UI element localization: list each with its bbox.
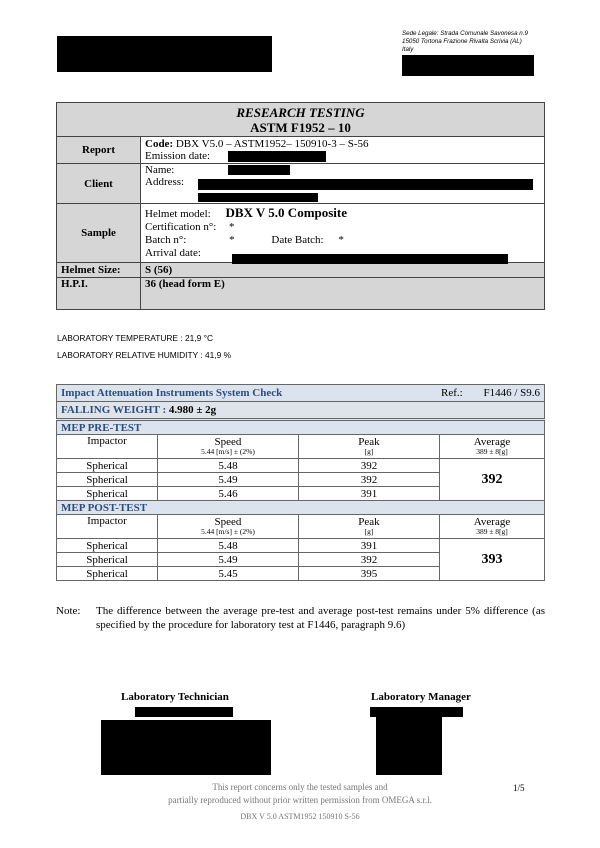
lab-temperature: LABORATORY TEMPERATURE : 21,9 °C [57,333,214,343]
col-speed-cell [158,435,299,459]
lab-humidity: LABORATORY RELATIVE HUMIDITY : 41,9 % [57,350,232,360]
page-number: 1/5 [513,783,525,793]
certification-label: Certification n°: [145,221,217,233]
batch-value: * [229,234,235,246]
col-average-sub: 389 ± 8[g] [476,447,508,456]
report-standard: ASTM F1952 – 10 [250,119,351,135]
helmet-model-label: Helmet model: [145,208,211,220]
report-info-table [56,102,545,310]
peak-cell: 392 [299,459,440,473]
impactor-cell: Spherical [57,539,158,553]
col-peak-cell [299,435,440,459]
post-test-average: 393 [440,539,545,581]
col-speed-sub: 5.44 [m/s] ± (2%) [201,527,255,536]
table-row [57,459,545,473]
col-peak: Peak [358,436,380,448]
address-line-1: Sede Legale: Strada Comunale Savonesa n.9 [402,30,528,37]
redacted-manager-signature [376,715,442,775]
col-peak-sub: [g] [364,447,374,456]
note-block [56,604,545,632]
redacted-emission-date [228,151,326,162]
table-row [57,539,545,553]
code-value: DBX V5.0 – ASTM1952– 150910-3 – S-56 [175,138,369,150]
speed-cell: 5.45 [158,567,299,581]
footer-line-2: partially reproduced without prior written permission from OMEGA s.r.l. [168,795,432,805]
impactor-cell: Spherical [57,459,158,473]
address-line-3: Italy [402,46,414,53]
impact-title-row [57,385,545,402]
client-label: Client [57,164,141,204]
falling-weight-value: 4.980 ± 2g [168,404,217,416]
falling-weight-row [57,402,545,420]
code-label: Code: [145,138,174,150]
helmet-size-label: Helmet Size: [57,263,141,278]
redacted-client-address [198,179,533,190]
company-address [402,30,582,54]
arrival-label: Arrival date: [145,247,201,259]
technician-label: Laboratory Technician [121,691,229,703]
footer-line-1: This report concerns only the tested samples and [212,782,388,792]
report-title: RESEARCH TESTING [236,104,365,120]
address-line-2: 15050 Tortona Frazione Rivalta Scrivia (AL) [402,38,522,45]
col-speed-cell [158,515,299,539]
date-batch-value: * [338,234,344,246]
col-impactor: Impactor [57,515,158,539]
col-average-cell [440,435,545,459]
col-speed: Speed [214,516,242,528]
note-text: The difference between the average pre-test and average post-test remains under 5% difference (as specified by the procedure for laboratory test at F1446, paragraph 9.6) [96,605,545,631]
emission-label: Emission date: [145,150,211,162]
col-speed-sub: 5.44 [m/s] ± (2%) [201,447,255,456]
speed-cell: 5.48 [158,539,299,553]
redacted-logo [57,36,272,72]
impactor-cell: Spherical [57,487,158,501]
hpi-value: 36 (head form E) [141,278,545,310]
col-peak-cell [299,515,440,539]
falling-weight-label: FALLING WEIGHT : [61,404,167,416]
peak-cell: 391 [299,539,440,553]
note-label: Note: [56,605,81,617]
helmet-size-value: S (56) [141,263,545,278]
peak-cell: 391 [299,487,440,501]
redacted-client-name [228,165,290,175]
col-peak-sub: [g] [364,527,374,536]
peak-cell: 392 [299,553,440,567]
redacted-header-block [402,55,534,76]
impactor-cell: Spherical [57,567,158,581]
redacted-technician-name [135,707,233,717]
peak-cell: 392 [299,473,440,487]
post-test-label: MEP POST-TEST [57,501,545,515]
report-title-cell [57,103,545,137]
pre-test-label: MEP PRE-TEST [57,420,545,435]
col-impactor: Impactor [57,435,158,459]
impact-title: Impact Attenuation Instruments System Check [61,387,283,399]
speed-cell: 5.46 [158,487,299,501]
peak-cell: 395 [299,567,440,581]
certification-value: * [229,221,235,233]
footer-line-3: DBX V 5.0 ASTM1952 150910 S-56 [240,812,360,821]
speed-cell: 5.48 [158,459,299,473]
hpi-label: H.P.I. [57,278,141,310]
report-label: Report [57,137,141,164]
report-details [141,137,545,164]
speed-cell: 5.49 [158,473,299,487]
batch-label: Batch n°: [145,234,187,246]
manager-label: Laboratory Manager [371,691,471,703]
ref-value: F1446 / S9.6 [483,387,540,399]
col-average: Average [473,516,511,528]
pre-test-average: 392 [440,459,545,501]
col-speed: Speed [214,436,242,448]
helmet-model-value: DBX V 5.0 Composite [225,205,348,220]
col-average-cell [440,515,545,539]
impactor-cell: Spherical [57,473,158,487]
redacted-client-address-2 [198,193,318,202]
col-peak: Peak [358,516,380,528]
col-average-sub: 389 ± 8[g] [476,527,508,536]
name-label: Name: [145,164,175,176]
impact-check-table [56,384,545,581]
redacted-arrival-date [232,254,508,264]
date-batch-label: Date Batch: [271,234,324,246]
ref-label: Ref.: [441,387,463,399]
redacted-technician-signature [101,720,271,775]
impactor-cell: Spherical [57,553,158,567]
speed-cell: 5.49 [158,553,299,567]
address-label: Address: [145,176,185,188]
sample-label: Sample [57,204,141,263]
col-average: Average [473,436,511,448]
